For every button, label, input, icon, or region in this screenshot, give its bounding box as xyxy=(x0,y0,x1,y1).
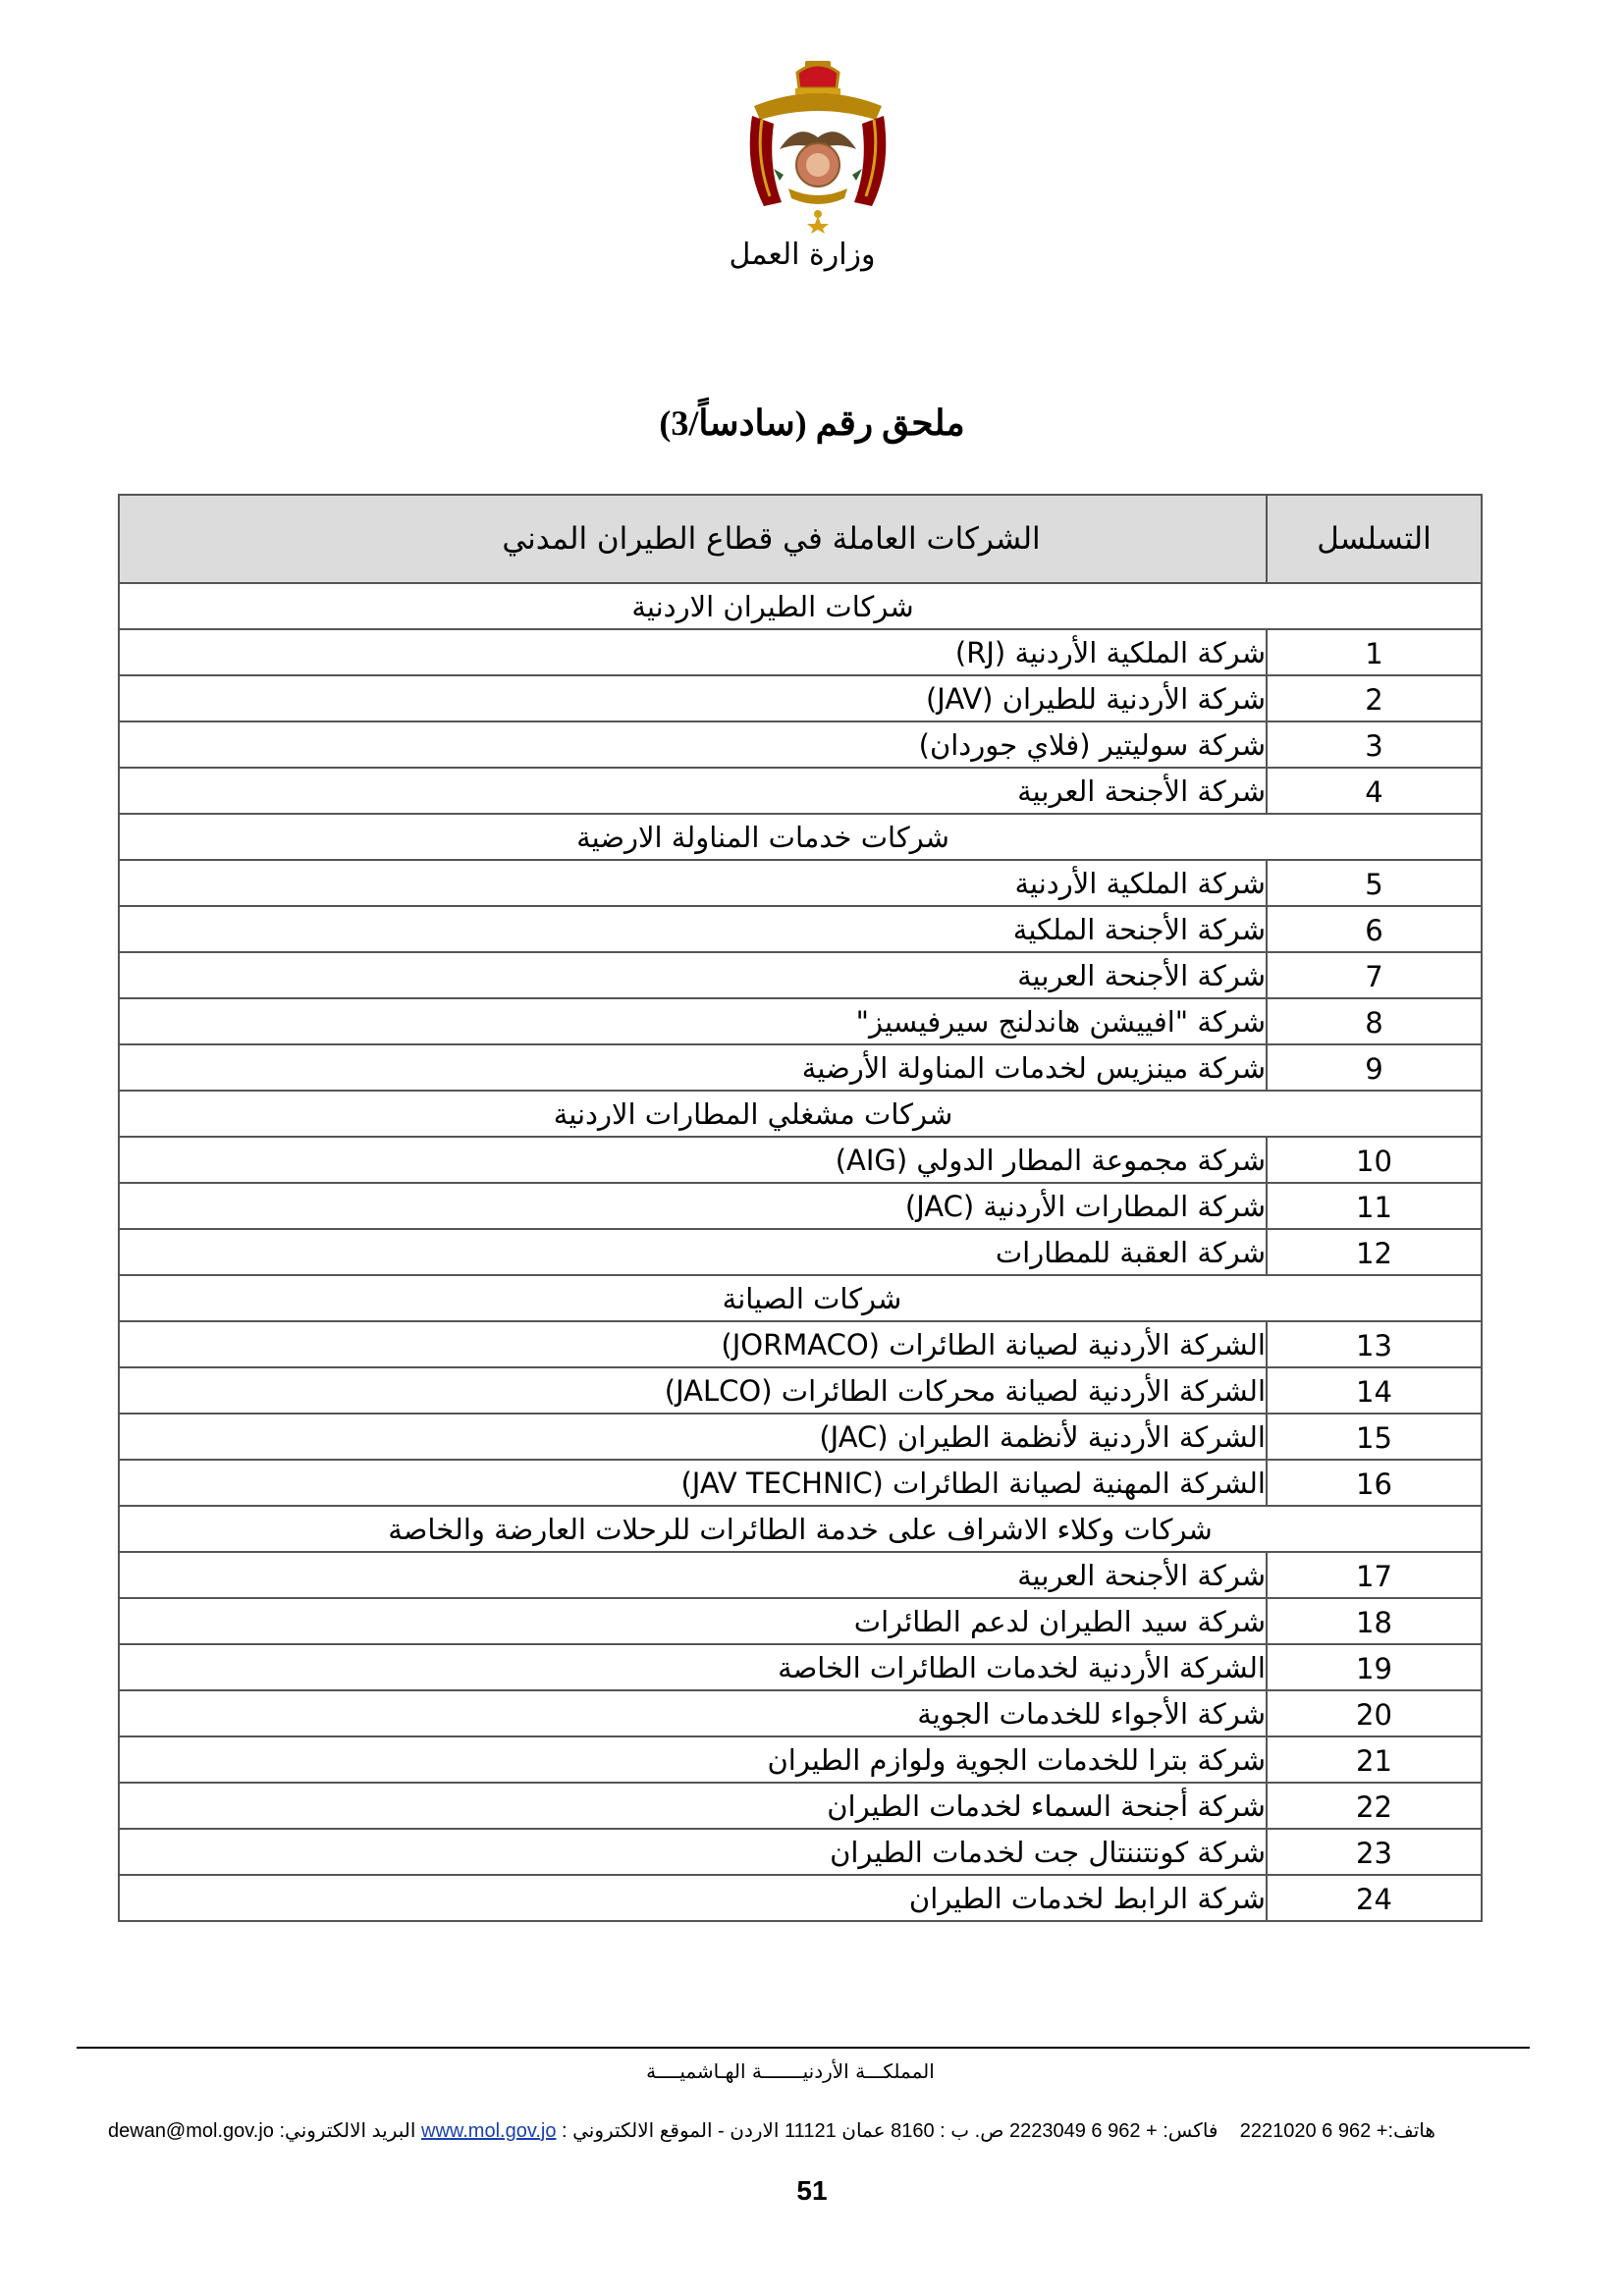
section-row xyxy=(119,1506,1482,1552)
footer-fax: فاكس: + 962 6 2223049 xyxy=(1008,2120,1218,2142)
row-company-name: شركة مجموعة المطار الدولي (AIG) xyxy=(119,1137,1267,1183)
row-sequence-number: 17 xyxy=(1267,1552,1482,1598)
row-company-name: شركة أجنحة السماء لخدمات الطيران xyxy=(119,1783,1267,1829)
section-title: شركات وكلاء الاشراف على خدمة الطائرات للرحلات العارضة والخاصة xyxy=(119,1506,1482,1552)
table-row xyxy=(119,1736,1482,1783)
section-row xyxy=(119,583,1482,629)
row-sequence-number: 21 xyxy=(1267,1736,1482,1783)
row-sequence-number: 24 xyxy=(1267,1875,1482,1921)
row-company-name: شركة بترا للخدمات الجوية ولوازم الطيران xyxy=(119,1736,1267,1783)
row-sequence-number: 4 xyxy=(1267,768,1482,814)
row-sequence-number: 15 xyxy=(1267,1414,1482,1460)
column-header-sequence: التسلسل xyxy=(1267,495,1482,583)
row-sequence-number: 20 xyxy=(1267,1690,1482,1736)
table-row xyxy=(119,906,1482,952)
row-company-name: الشركة الأردنية لصيانة محركات الطائرات (JALCO) xyxy=(119,1367,1267,1414)
row-sequence-number: 9 xyxy=(1267,1044,1482,1091)
section-title: شركات مشغلي المطارات الاردنية xyxy=(119,1091,1482,1137)
table-row xyxy=(119,629,1482,675)
row-sequence-number: 18 xyxy=(1267,1598,1482,1644)
row-sequence-number: 13 xyxy=(1267,1321,1482,1367)
row-company-name: شركة الأردنية للطيران (JAV) xyxy=(119,675,1267,721)
footer-address: ص. ب : 8160 عمان 11121 الاردن - الموقع الالكتروني : xyxy=(562,2120,1004,2142)
table-row xyxy=(119,998,1482,1044)
table-row xyxy=(119,1644,1482,1690)
footer-email: dewan@mol.gov.jo xyxy=(108,2120,274,2142)
row-sequence-number: 12 xyxy=(1267,1229,1482,1275)
row-sequence-number: 23 xyxy=(1267,1829,1482,1875)
section-title: شركات الصيانة xyxy=(119,1275,1482,1321)
row-sequence-number: 16 xyxy=(1267,1460,1482,1506)
table-row xyxy=(119,721,1482,768)
annex-title: ملحق رقم (سادساً/3) xyxy=(659,403,965,443)
ministry-name: وزارة العمل xyxy=(729,238,876,272)
table-row xyxy=(119,1875,1482,1921)
table-header-row xyxy=(119,495,1482,583)
row-sequence-number: 10 xyxy=(1267,1137,1482,1183)
row-company-name: شركة الأجنحة الملكية xyxy=(119,906,1267,952)
coat-of-arms-icon xyxy=(734,59,901,234)
footer-email-label: البريد الالكتروني: xyxy=(279,2120,416,2142)
row-company-name: شركة الأجواء للخدمات الجوية xyxy=(119,1690,1267,1736)
section-row xyxy=(119,1091,1482,1137)
footer-website-link[interactable]: www.mol.gov.jo xyxy=(421,2120,557,2142)
table-row xyxy=(119,675,1482,721)
row-company-name: الشركة الأردنية لأنظمة الطيران (JAC) xyxy=(119,1414,1267,1460)
table-row xyxy=(119,1460,1482,1506)
row-company-name: شركة الأجنحة العربية xyxy=(119,1552,1267,1598)
table-row xyxy=(119,1044,1482,1091)
row-sequence-number: 1 xyxy=(1267,629,1482,675)
row-company-name: شركة الرابط لخدمات الطيران xyxy=(119,1875,1267,1921)
table-row xyxy=(119,1552,1482,1598)
row-sequence-number: 3 xyxy=(1267,721,1482,768)
row-sequence-number: 7 xyxy=(1267,952,1482,998)
section-title: شركات خدمات المناولة الارضية xyxy=(119,814,1482,860)
table-row xyxy=(119,1321,1482,1367)
row-company-name: شركة سيد الطيران لدعم الطائرات xyxy=(119,1598,1267,1644)
row-sequence-number: 5 xyxy=(1267,860,1482,906)
row-company-name: الشركة المهنية لصيانة الطائرات (JAV TECHNIC) xyxy=(119,1460,1267,1506)
section-title: شركات الطيران الاردنية xyxy=(119,583,1482,629)
table-row xyxy=(119,952,1482,998)
footer-divider xyxy=(77,2047,1530,2049)
row-sequence-number: 19 xyxy=(1267,1644,1482,1690)
footer-phone: هاتف:+ 962 6 2221020 xyxy=(1239,2120,1435,2142)
row-sequence-number: 14 xyxy=(1267,1367,1482,1414)
row-company-name: شركة "افييشن هاندلنج سيرفيسيز" xyxy=(119,998,1267,1044)
row-company-name: شركة الملكية الأردنية xyxy=(119,860,1267,906)
row-company-name: شركة مينزيس لخدمات المناولة الأرضية xyxy=(119,1044,1267,1091)
section-row xyxy=(119,814,1482,860)
table-row xyxy=(119,860,1482,906)
footer-kingdom: المملكـــة الأردنيـــــــة الهـاشميــــة xyxy=(646,2059,935,2083)
row-sequence-number: 22 xyxy=(1267,1783,1482,1829)
row-company-name: شركة سوليتير (فلاي جوردان) xyxy=(119,721,1267,768)
row-company-name: شركة الأجنحة العربية xyxy=(119,952,1267,998)
row-company-name: شركة العقبة للمطارات xyxy=(119,1229,1267,1275)
table-row xyxy=(119,1183,1482,1229)
table-row xyxy=(119,1414,1482,1460)
table-row xyxy=(119,768,1482,814)
table-row xyxy=(119,1367,1482,1414)
companies-table xyxy=(118,494,1483,1922)
column-header-companies: الشركات العاملة في قطاع الطيران المدني xyxy=(119,495,1267,583)
row-company-name: شركة المطارات الأردنية (JAC) xyxy=(119,1183,1267,1229)
table-row xyxy=(119,1598,1482,1644)
footer-contact xyxy=(108,2118,1489,2143)
table-row xyxy=(119,1137,1482,1183)
row-sequence-number: 6 xyxy=(1267,906,1482,952)
row-sequence-number: 8 xyxy=(1267,998,1482,1044)
row-company-name: الشركة الأردنية لخدمات الطائرات الخاصة xyxy=(119,1644,1267,1690)
row-sequence-number: 11 xyxy=(1267,1183,1482,1229)
table-row xyxy=(119,1829,1482,1875)
row-company-name: الشركة الأردنية لصيانة الطائرات (JORMACO) xyxy=(119,1321,1267,1367)
table-row xyxy=(119,1783,1482,1829)
table-row xyxy=(119,1690,1482,1736)
row-company-name: شركة كونتننتال جت لخدمات الطيران xyxy=(119,1829,1267,1875)
table-row xyxy=(119,1229,1482,1275)
row-company-name: شركة الأجنحة العربية xyxy=(119,768,1267,814)
section-row xyxy=(119,1275,1482,1321)
row-company-name: شركة الملكية الأردنية (RJ) xyxy=(119,629,1267,675)
page-number: 51 xyxy=(796,2175,828,2206)
row-sequence-number: 2 xyxy=(1267,675,1482,721)
